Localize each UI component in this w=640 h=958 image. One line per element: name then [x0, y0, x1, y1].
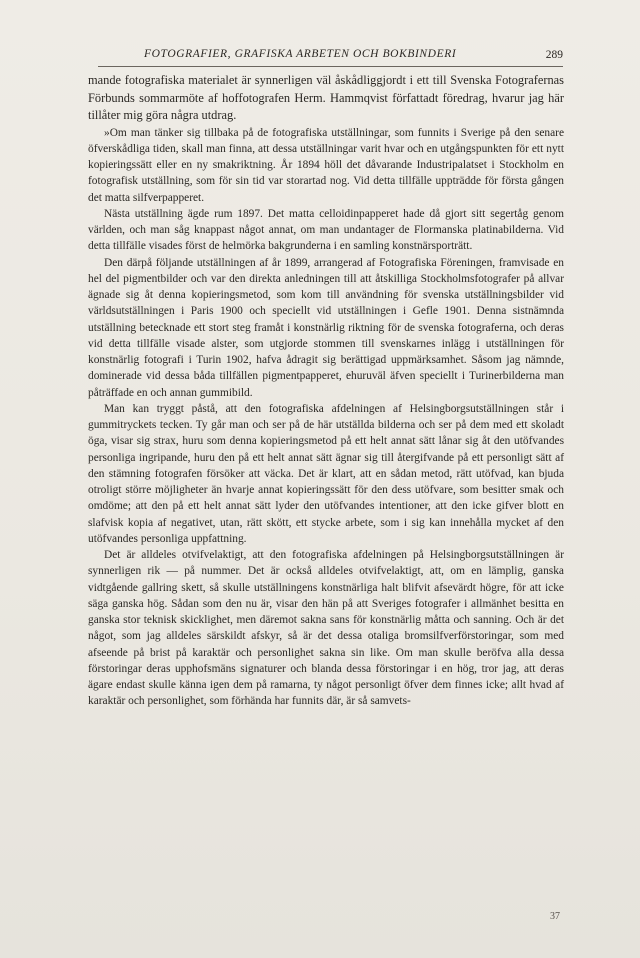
- paragraph: Det är alldeles otvifvelaktigt, att den fotografiska afdelningen på Helsingborgsutställningen är synnerligen rik — på nummer. Det är också alldeles otvifvelaktigt, att, om en lämplig, ganska vidtgående gallring skett, så skulle utställningens konstnärliga halt blifvit afsevärdt högre, för att icke säga ganska hög. Sådan som den nu är, visar den hän på att Sveriges fotografer i allmänhet besitta en ganska stor teknisk skicklighet, men däremot sakna sans för konstnärlig måtta och sanning. Och är det något, som jag alldeles särskildt afskyr, så är det dessa otaliga bromsilfverförstoringar, som med afseende på brist på karaktär och personlighet sakna sin like. Om man skulle beröfva alla dessa förstoringar deras upphofsmäns signaturer och blanda dessa förstoringar i en hög, tror jag, att deras ägare endast skulle känna igen dem på ramarna, ty något personligt öfver dem finnes icke; allt hvad af karaktär och personlighet, som förhända har funnits där, är så samvets-: [88, 549, 564, 708]
- body-text: [88, 72, 564, 710]
- signature-mark: 37: [550, 911, 560, 922]
- page-number: 289: [545, 49, 563, 61]
- paragraph-continuation: mande fotografiska materialet är synnerligen väl åskådliggjordt i ett till Svenska Fotografernas Förbunds sommarmöte af hoffotografen Herm. Hammqvist författadt föredrag, hvarur jag här tillåter mig göra några utdrag.: [88, 73, 564, 122]
- header-title: FOTOGRAFIER, GRAFISKA ARBETEN OCH BOKBINDERI: [144, 48, 457, 60]
- paragraph: »Om man tänker sig tillbaka på de fotografiska utställningar, som funnits i Sverige på den senare öfverskådliga tiden, skall man finna, att dessa utställningar varit hvar och en utgångspunkten för ett nytt kopieringssätt eller en ny smakriktning. År 1894 höll det dåvarande Industripalatset i Stockholm en fotografisk utställning, som för sin tid var storartad nog. Vid detta tillfälle uppträdde för första gången det matta silfverpapperet.: [88, 126, 564, 204]
- paragraph: Den därpå följande utställningen af år 1899, arrangerad af Fotografiska Föreningen, framvisade en hel del pigmentbilder och var den direkta anledningen till att åtskilliga Stockholmsfotografer på allvar ägnade sig åt denna kopieringsmetod, som kom till användning för svenska utställningsbilder vid världsutställningen i Paris 1900 och speciellt vid utställningen i Gefle 1901. Denna sistnämnda utställning betecknade ett stort steg framåt i konstnärlig riktning för de svenska fotograferna, och deras vid detta tillfälle visade alster, som utgjorde stommen till svenskarnes inlägg i utställningen för konstnärlig fotografi i Turin 1902, hafva ådragit sig berättigad uppmärksamhet. Såsom jag nämnde, dominerade vid dessa båda tillfällen pigmentpapperet, ehuruväl äfven speciellt i Turinerbilderna man påträffade en och annan gummibild.: [88, 256, 564, 399]
- running-header: [98, 44, 563, 67]
- paragraph: Man kan tryggt påstå, att den fotografiska afdelningen af Helsingborgsutställningen står i gummitryckets tecken. Ty går man och ser på de här utställda bilderna och ser på dem med ett skoladt öga, visar sig strax, huru som denna kopieringsmetod på ett helt annat sätt lånar sig åt den utöfvandes personliga ingripande, huru den på ett helt annat sätt ägnar sig till återgifvande på ett personligt sätt af den stämning fotografen försöker att väcka. Det är klart, att en sådan metod, rätt utöfvad, kan bjuda otroligt större möjligheter än hvarje annat kopieringssätt för den dess utöfvare, som besitter smak och omdöme; att den på ett helt annat sätt lyder den utöfvandes intentioner, att den icke gifver blott en slafvisk kopia af negativet, utan, rätt skött, ett stycke arbete, som i sig kan innehålla mycket af den utöfvandes personliga uppfattning.: [88, 402, 564, 545]
- paragraph: Nästa utställning ägde rum 1897. Det matta celloidinpapperet hade då gjort sitt segertåg genom världen, och man såg knappast något annat, om man undantager de Flormanska platinabilderna. Vid detta tillfälle visades först de helmörka bakgrunderna i en samling konstnärsporträtt.: [88, 207, 564, 253]
